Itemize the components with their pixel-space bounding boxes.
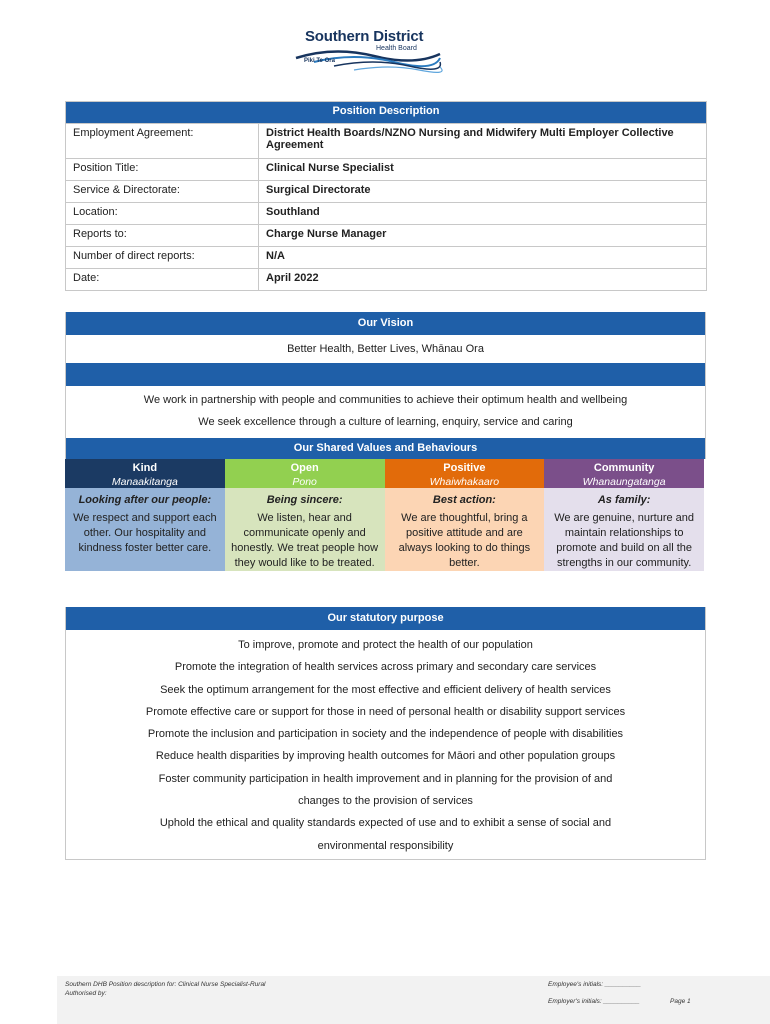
page-footer <box>57 976 770 1024</box>
footer-authorised: Authorised by: <box>65 990 107 997</box>
value-maori: Whaiwhakaaro <box>429 476 500 488</box>
values-title: Our Shared Values and Behaviours <box>65 438 706 459</box>
row-value: Surgical Directorate <box>259 181 707 203</box>
value-heading: As family: <box>597 494 651 506</box>
value-maori: Pono <box>292 476 317 488</box>
value-card-kind <box>65 459 225 571</box>
position-description-table <box>65 101 707 291</box>
value-name: Community <box>593 462 655 474</box>
row-label: Employment Agreement: <box>66 124 259 159</box>
table-row <box>66 203 707 225</box>
mission-line: We work in partnership with people and communities to achieve their optimum health and wellbeing <box>143 394 628 406</box>
footer-description: Southern DHB Position description for: Clinical Nurse Specialist-Rural <box>65 981 266 988</box>
row-value: Clinical Nurse Specialist <box>259 159 707 181</box>
purpose-line: Seek the optimum arrangement for the most effective and efficient delivery of health services <box>160 683 611 696</box>
purpose-line: environmental responsibility <box>317 839 454 852</box>
value-name: Positive <box>443 462 486 474</box>
row-value: Charge Nurse Manager <box>259 225 707 247</box>
row-label: Service & Directorate: <box>66 181 259 203</box>
table-row <box>66 247 707 269</box>
row-label: Reports to: <box>66 225 259 247</box>
vision-text: Better Health, Better Lives, Whānau Ora <box>287 343 484 355</box>
purpose-line: Promote the inclusion and participation in society and the independence of people with disabilities <box>147 728 624 741</box>
purpose-line: Reduce health disparities by improving health outcomes for Māori and other population groups <box>155 750 616 763</box>
value-text: We respect and support each other. Our hospitality and kindness foster better care. <box>73 512 217 554</box>
value-name: Open <box>290 462 319 474</box>
purpose-line: Promote effective care or support for those in need of personal health or disability support services <box>145 705 626 718</box>
mission-line: We seek excellence through a culture of learning, enquiry, service and caring <box>198 416 573 428</box>
values-grid <box>65 459 704 571</box>
value-card-positive <box>385 459 545 571</box>
value-text: We are genuine, nurture and maintain relationships to promote and build on all the strengths in our community. <box>554 512 695 569</box>
table-row <box>66 269 707 291</box>
value-name: Kind <box>132 462 158 474</box>
row-label: Date: <box>66 269 259 291</box>
logo-name: Southern District <box>305 28 424 45</box>
purpose-section <box>65 607 706 860</box>
value-maori: Manaakitanga <box>111 476 178 488</box>
logo-subname: Health Board <box>376 45 417 52</box>
position-description-title: Position Description <box>66 102 707 124</box>
mission-lines <box>66 386 705 441</box>
value-heading: Best action: <box>432 494 496 506</box>
footer-page-number: Page 1 <box>670 998 691 1005</box>
value-card-community <box>544 459 704 571</box>
vision-section <box>65 312 706 441</box>
vision-title: Our Vision <box>66 312 705 335</box>
purpose-lines <box>66 630 705 857</box>
table-row <box>66 225 707 247</box>
logo-tagline: Piki Te Ora <box>304 58 335 64</box>
table-row <box>66 124 707 159</box>
row-label: Position Title: <box>66 159 259 181</box>
purpose-line: Promote the integration of health services across primary and secondary care services <box>174 661 597 674</box>
row-value: Southland <box>259 203 707 225</box>
purpose-line: Foster community participation in health improvement and in planning for the provision of and <box>158 772 613 785</box>
row-value: District Health Boards/NZNO Nursing and Midwifery Multi Employer Collective Agreement <box>259 124 707 159</box>
value-heading: Looking after our people: <box>78 494 212 506</box>
row-value: N/A <box>259 247 707 269</box>
value-card-open <box>225 459 385 571</box>
purpose-title: Our statutory purpose <box>66 607 705 630</box>
footer-employer-initials: Employer's initials: __________ <box>548 998 640 1005</box>
value-heading: Being sincere: <box>266 494 343 506</box>
mission-band <box>66 363 705 386</box>
sdhb-logo <box>294 28 444 74</box>
purpose-line: changes to the provision of services <box>298 795 473 808</box>
row-value: April 2022 <box>259 269 707 291</box>
value-text: We are thoughtful, bring a positive attitude and are always looking to do things better. <box>398 512 531 569</box>
value-maori: Whanaungatanga <box>582 476 666 488</box>
row-label: Number of direct reports: <box>66 247 259 269</box>
table-row <box>66 181 707 203</box>
row-label: Location: <box>66 203 259 225</box>
value-text: We listen, hear and communicate openly and honestly. We treat people how they would like to be treated. <box>231 512 379 569</box>
purpose-line: To improve, promote and protect the health of our population <box>238 639 533 651</box>
footer-employee-initials: Employee's initials: __________ <box>548 981 642 988</box>
table-row <box>66 159 707 181</box>
purpose-line: Uphold the ethical and quality standards expected of use and to exhibit a sense of social and <box>159 817 612 830</box>
